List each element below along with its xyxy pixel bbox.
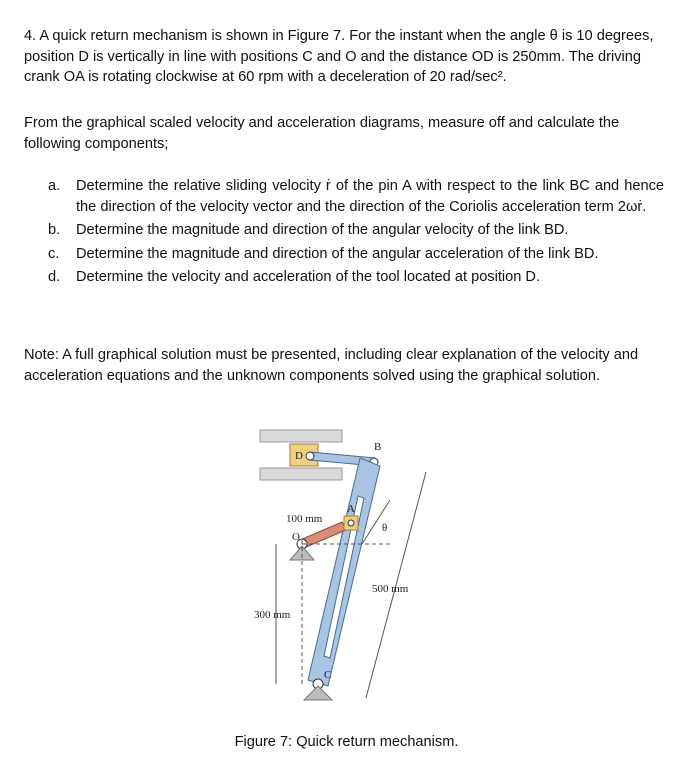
list-item-text: Determine the velocity and acceleration of the tool located at position D.: [76, 269, 541, 285]
list-marker: c.: [48, 245, 60, 262]
question-parts-list: [48, 176, 664, 291]
list-item: [48, 220, 664, 241]
label-crank-length: 100 mm: [286, 513, 323, 525]
list-item: [48, 244, 664, 265]
label-b: B: [374, 441, 382, 453]
label-c: C: [324, 669, 332, 681]
label-500-mm: 500 mm: [372, 583, 409, 595]
list-marker: b.: [48, 222, 61, 238]
list-marker: d.: [48, 269, 61, 285]
question-lead: From the graphical scaled velocity and acceleration diagrams, measure off and calculate the following components;: [24, 115, 620, 152]
label-a: A: [347, 503, 355, 515]
label-o: O: [292, 531, 300, 543]
list-item-text: Determine the magnitude and direction of the angular velocity of the link BD.: [76, 222, 569, 238]
list-item-text: Determine the magnitude and direction of the angular acceleration of the link BD.: [76, 245, 599, 262]
list-item: [48, 267, 664, 288]
top-guide: [260, 430, 342, 442]
label-theta: θ: [382, 522, 388, 534]
question-intro: 4. A quick return mechanism is shown in Figure 7. For the instant when the angle θ is 10 degrees, position D is vertically in line with positions C and O and the distance OD is 250mm. The driving crank OA is rotating clockwise at 60 rpm with a deceleration of 20 rad/sec².: [24, 28, 654, 85]
question-note: Note: A full graphical solution must be presented, including clear explanation of the velocity and acceleration equations and the unknown components solved using the graphical solution.: [24, 347, 639, 384]
label-300-mm: 300 mm: [254, 609, 291, 621]
figure-caption: Figure 7: Quick return mechanism.: [234, 734, 459, 750]
mechanism-figure: [250, 428, 450, 728]
list-item: [48, 176, 664, 217]
pin-a: [348, 520, 354, 526]
pin-d: [306, 452, 314, 460]
list-item-text: Determine the relative sliding velocity ṙ of the pin A with respect to the link BC and hence the direction of the velocity vector and the direction of the Coriolis acceleration term 2ωṙ.: [76, 178, 664, 215]
list-marker: a.: [48, 178, 61, 194]
support-c: [304, 686, 332, 700]
bottom-guide: [260, 468, 342, 480]
label-d: D: [295, 450, 303, 462]
